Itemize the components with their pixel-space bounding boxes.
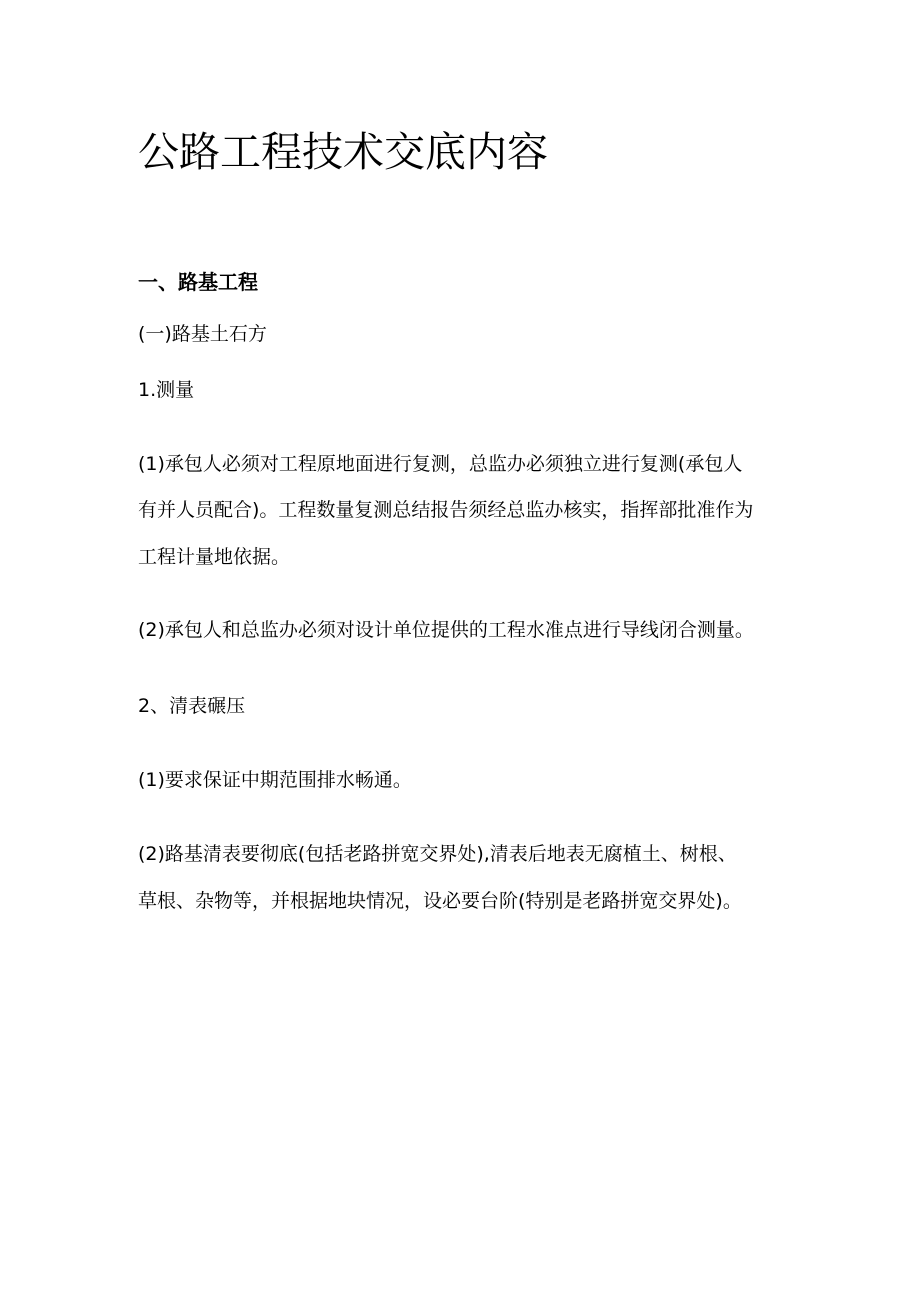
paragraph-line: (1)要求保证中期范围排水畅通。 xyxy=(138,769,412,791)
paragraph-line: (1)承包人必须对工程原地面进行复测，总监办必须独立进行复测(承包人 xyxy=(138,453,743,475)
paragraph-line: 有并人员配合)。工程数量复测总结报告须经总监办核实，指挥部批准作为 xyxy=(138,499,754,521)
item-heading-clearing: 2、清表碾压 xyxy=(138,695,246,717)
paragraph-line: (2)路基清表要彻底(包括老路拼宽交界处),清表后地表无腐植土、树根、 xyxy=(138,843,737,865)
section-heading: 一、路基工程 xyxy=(138,270,258,294)
paragraph-line: (2)承包人和总监办必须对设计单位提供的工程水准点进行导线闭合测量。 xyxy=(138,619,754,641)
item-heading-survey: 1.测量 xyxy=(138,379,195,401)
paragraph-line: 工程计量地依据。 xyxy=(138,546,291,568)
subsection-heading: (一)路基土石方 xyxy=(138,323,267,345)
paragraph-line: 草根、杂物等，并根据地块情况，设必要台阶(特别是老路拼宽交界处)。 xyxy=(138,890,742,912)
document-title: 公路工程技术交底内容 xyxy=(138,128,548,176)
